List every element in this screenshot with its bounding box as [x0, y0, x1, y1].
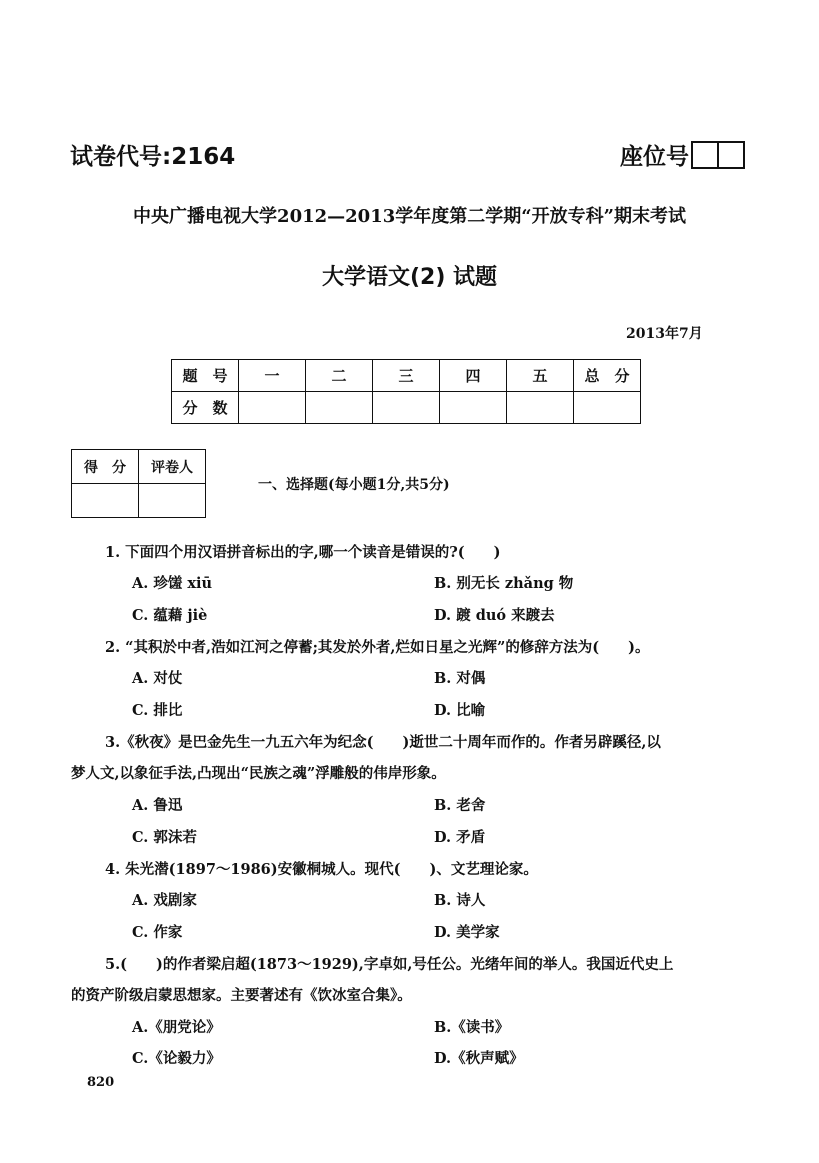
- question-stem: 5.( )的作者梁启超(1873～1929),字卓如,号任公。光绪年间的举人。我国近代史上: [105, 956, 674, 973]
- score-header-cell: 总 分: [574, 360, 641, 392]
- score-cell: [306, 392, 373, 424]
- question-option: D. 美学家: [434, 924, 500, 941]
- question-stem: 4. 朱光潜(1897～1986)安徽桐城人。现代( )、文艺理论家。: [105, 861, 538, 878]
- score-table-value-row: [172, 392, 641, 424]
- question-option: B.《读书》: [434, 1019, 510, 1036]
- score-header-cell: 题 号: [172, 360, 239, 392]
- exam-code: 试卷代号:2164: [70, 144, 236, 170]
- score-table: [171, 359, 641, 424]
- score-header-cell: 二: [306, 360, 373, 392]
- question-option: B. 诗人: [434, 892, 486, 909]
- page-number: 820: [87, 1075, 115, 1090]
- score-cell: [239, 392, 306, 424]
- score-header-cell: 五: [507, 360, 574, 392]
- question-option: B. 老舍: [434, 797, 486, 814]
- question-option: B. 别无长 zhǎng 物: [434, 575, 574, 592]
- score-cell: [574, 392, 641, 424]
- question-option: B. 对偶: [434, 670, 486, 687]
- grader-cell: [139, 484, 206, 518]
- question-option: A. 珍馐 xiū: [132, 575, 213, 592]
- seat-number: [620, 138, 745, 171]
- question-option: D. 踱 duó 来踱去: [434, 607, 555, 624]
- score-row-label: 分 数: [172, 392, 239, 424]
- question-option: C. 排比: [132, 702, 183, 719]
- question-option: A. 鲁迅: [132, 797, 183, 814]
- question-option: A. 对仗: [132, 670, 183, 687]
- question-stem: 1. 下面四个用汉语拼音标出的字,哪一个读音是错误的?( ): [105, 544, 501, 561]
- section-title: 一、选择题(每小题1分,共5分): [258, 477, 450, 493]
- question-option: C. 蕴藉 jiè: [132, 607, 208, 624]
- score-cell: [440, 392, 507, 424]
- grader-header-score: 得 分: [72, 450, 139, 484]
- question-option: D. 矛盾: [434, 829, 486, 846]
- score-header-cell: 三: [373, 360, 440, 392]
- question-option: C. 作家: [132, 924, 183, 941]
- exam-title: 中央广播电视大学2012—2013学年度第二学期“开放专科”期末考试: [133, 206, 686, 227]
- question-option: A.《朋党论》: [132, 1019, 221, 1036]
- seat-label: 座位号: [620, 144, 689, 170]
- grader-header-reviewer: 评卷人: [139, 450, 206, 484]
- score-table-header-row: [172, 360, 641, 392]
- exam-date: 2013年7月: [626, 326, 703, 342]
- seat-box: [691, 141, 745, 169]
- score-cell: [507, 392, 574, 424]
- question-option: C.《论毅力》: [132, 1050, 221, 1067]
- question-stem: 2. “其积於中者,浩如江河之停蓄;其发於外者,烂如日星之光辉”的修辞方法为( )。: [105, 639, 650, 656]
- score-header-cell: 一: [239, 360, 306, 392]
- grader-table: [71, 449, 206, 518]
- question-stem-continued: 梦人文,以象征手法,凸现出“民族之魂”浮雕般的伟岸形象。: [71, 765, 446, 782]
- grader-cell: [72, 484, 139, 518]
- question-stem: 3.《秋夜》是巴金先生一九五六年为纪念( )逝世二十周年而作的。作者另辟蹊径,以: [105, 734, 661, 751]
- question-option: D.《秋声赋》: [434, 1050, 524, 1067]
- question-option: A. 戏剧家: [132, 892, 197, 909]
- score-cell: [373, 392, 440, 424]
- question-stem-continued: 的资产阶级启蒙思想家。主要著述有《饮冰室合集》。: [71, 987, 412, 1004]
- subject-title: 大学语文(2) 试题: [321, 265, 498, 290]
- question-option: C. 郭沫若: [132, 829, 197, 846]
- question-option: D. 比喻: [434, 702, 486, 719]
- score-header-cell: 四: [440, 360, 507, 392]
